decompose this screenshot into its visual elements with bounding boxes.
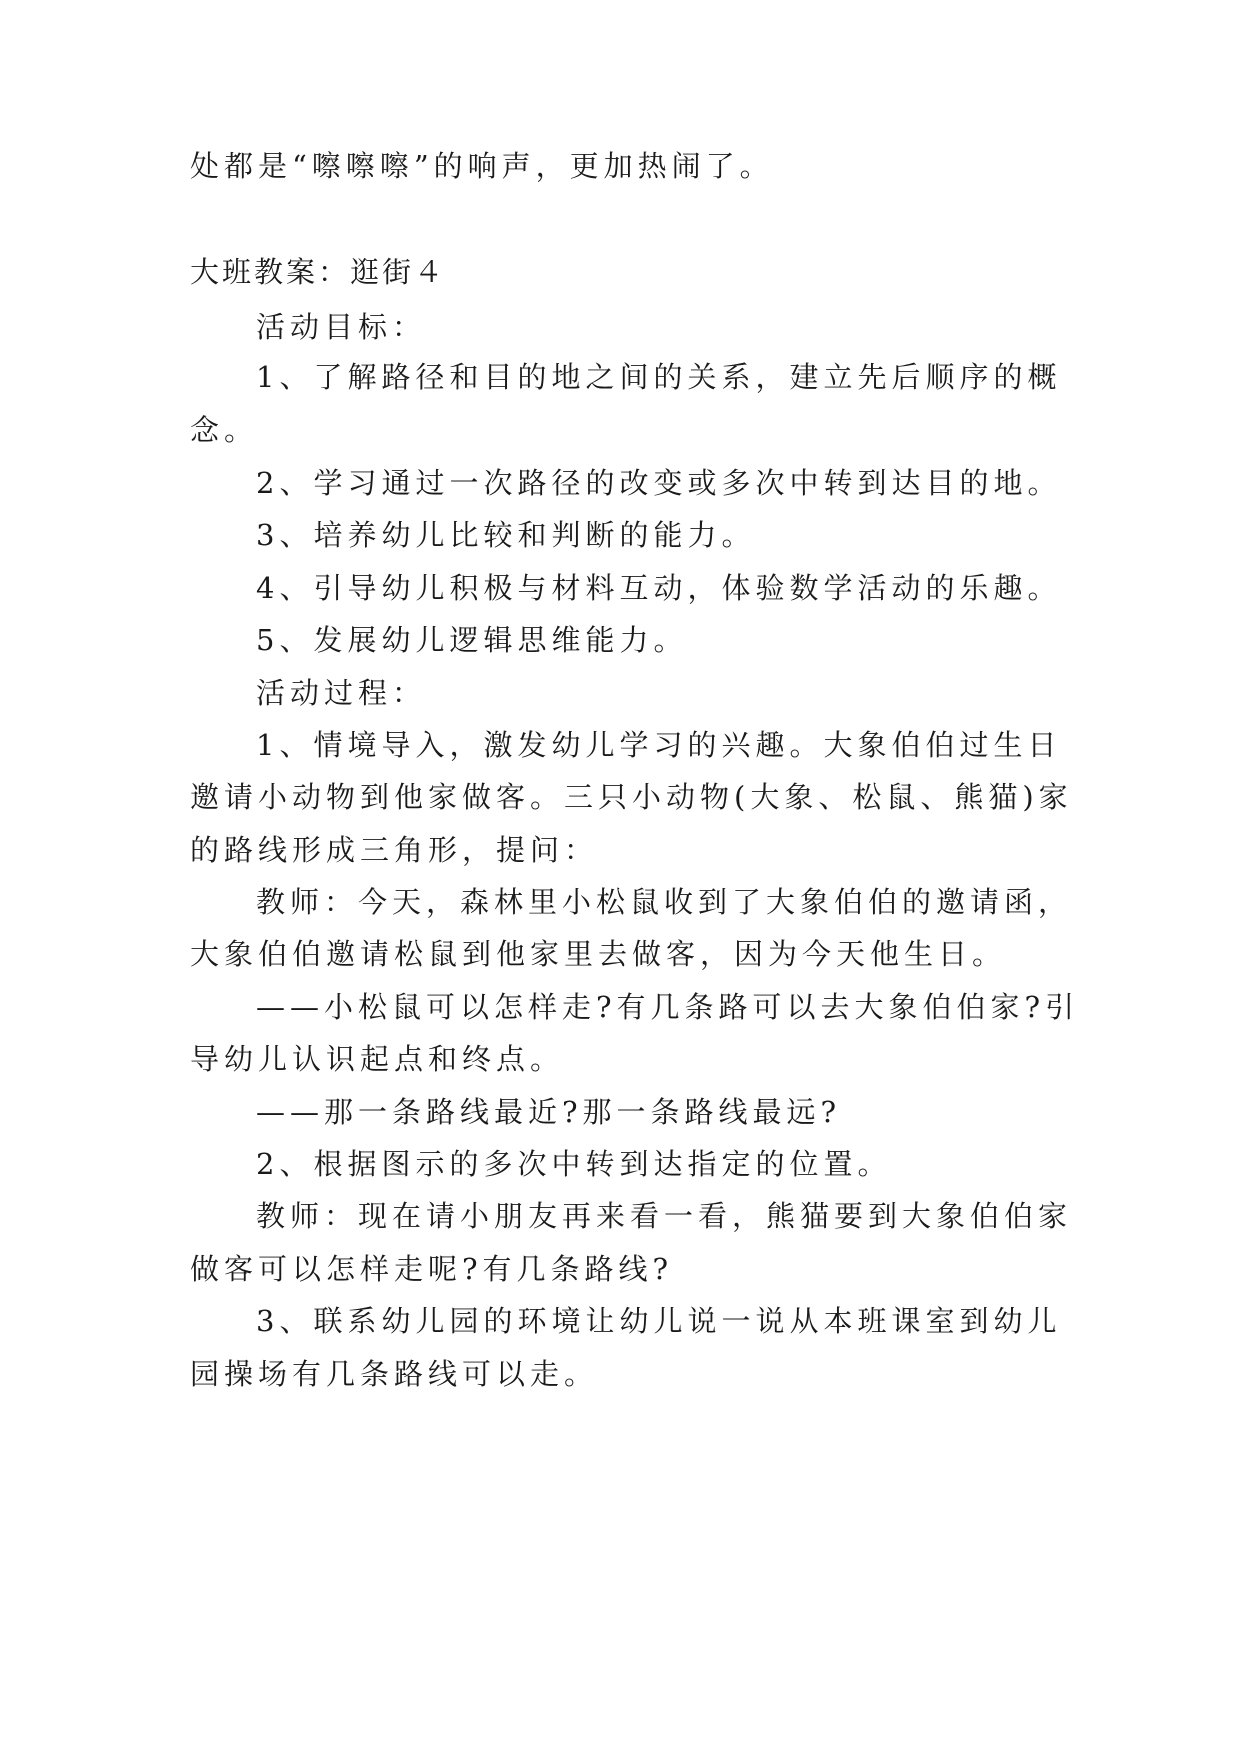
process-1-line-3: 的路线形成三角形，提问： bbox=[190, 833, 599, 867]
teacher-line-1: 教师：今天，森林里小松鼠收到了大象伯伯的邀请函， bbox=[256, 885, 1073, 919]
teacher-2-line-2: 做客可以怎样走呢?有几条路线? bbox=[190, 1252, 674, 1286]
teacher-2-line-1: 教师：现在请小朋友再来看一看，熊猫要到大象伯伯家 bbox=[256, 1199, 1073, 1233]
process-2: 2、根据图示的多次中转到达指定的位置。 bbox=[256, 1147, 892, 1181]
goal-1-line-2: 念。 bbox=[190, 413, 259, 447]
goal-1-line-1: 1、了解路径和目的地之间的关系，建立先后顺序的概 bbox=[256, 360, 1062, 394]
teacher-line-2: 大象伯伯邀请松鼠到他家里去做客，因为今天他生日。 bbox=[190, 937, 1007, 971]
process-1-line-2: 邀请小动物到他家做客。三只小动物(大象、松鼠、熊猫)家 bbox=[190, 780, 1073, 814]
process-1-line-1: 1、情境导入，激发幼儿学习的兴趣。大象伯伯过生日 bbox=[256, 728, 1062, 762]
question-1-line-1: ——小松鼠可以怎样走?有几条路可以去大象伯伯家?引 bbox=[256, 990, 1080, 1024]
goal-2: 2、学习通过一次路径的改变或多次中转到达目的地。 bbox=[256, 466, 1062, 500]
heading-process: 活动过程： bbox=[256, 676, 427, 710]
question-2: ——那一条路线最近?那一条路线最远? bbox=[256, 1095, 842, 1129]
goal-5: 5、发展幼儿逻辑思维能力。 bbox=[256, 623, 688, 657]
paragraph-continuation: 处都是“嚓嚓嚓”的响声，更加热闹了。 bbox=[190, 149, 774, 183]
process-3-line-2: 园操场有几条路线可以走。 bbox=[190, 1357, 599, 1391]
goal-3: 3、培养幼儿比较和判断的能力。 bbox=[256, 518, 756, 552]
goal-4: 4、引导幼儿积极与材料互动，体验数学活动的乐趣。 bbox=[256, 571, 1062, 605]
process-3-line-1: 3、联系幼儿园的环境让幼儿说一说从本班课室到幼儿 bbox=[256, 1304, 1062, 1338]
section-title: 大班教案：逛街４ bbox=[190, 255, 447, 289]
question-1-line-2: 导幼儿认识起点和终点。 bbox=[190, 1042, 565, 1076]
heading-goals: 活动目标： bbox=[256, 310, 427, 344]
